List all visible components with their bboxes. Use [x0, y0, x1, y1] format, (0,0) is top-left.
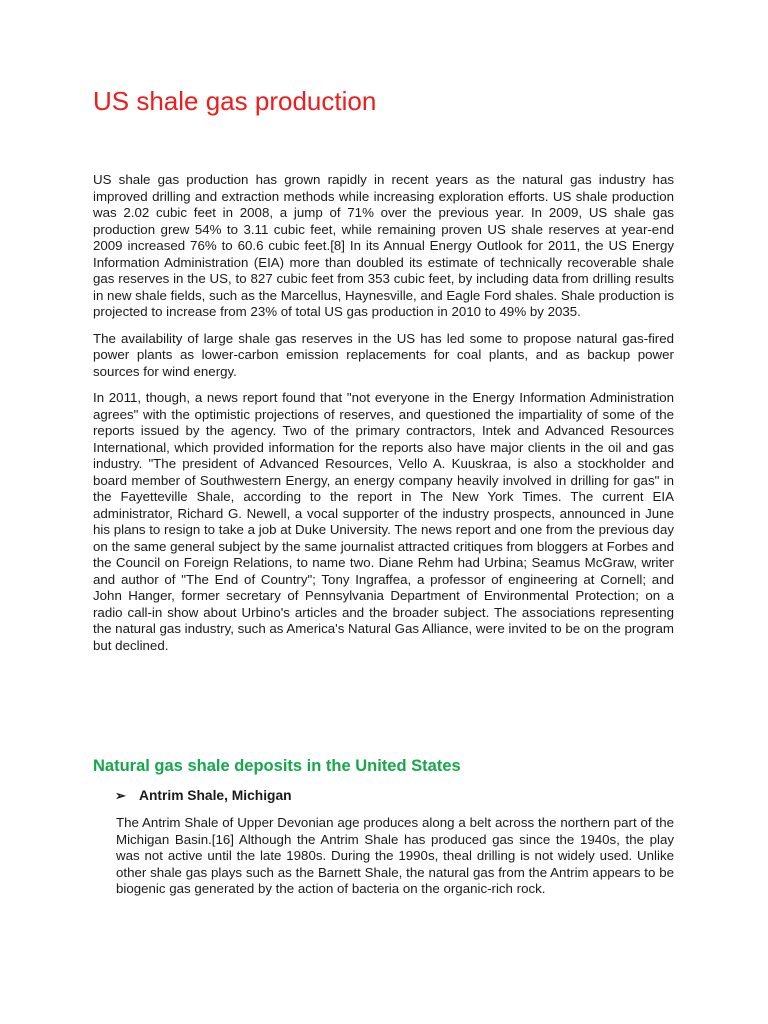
paragraph-antrim-shale: The Antrim Shale of Upper Devonian age produces along a belt across the northern part of the Michigan Basin.[16] Although the Antrim Shale has produced gas since the 1940s, the play was not active until the late 1980s. During the 1990s, theal drilling is not widely used. Unlike other shale gas plays such as the Barnett Shale, the natural gas from the Antrim appears to be biogenic gas generated by the action of bacteria on the organic-rich rock.: [116, 815, 674, 896]
paragraph-news-report: In 2011, though, a news report found that "not everyone in the Energy Information Administration agrees" with the optimistic projections of reserves, and questioned the impartiality of some of the reports issued by the agency. Two of the primary contractors, Intek and Advanced Resources International, which provided information for the reports also have major clients in the oil and gas industry. "The president of Advanced Resources, Vello A. Kuuskraa, is also a stockholder and board member of Southwestern Energy, an energy company heavily involved in drilling for gas" in the Fayetteville Shale, according to the report in The New York Times. The current EIA administrator, Richard G. Newell, a vocal supporter of the industry prospects, announced in June his plans to resign to take a job at Duke University. The news report and one from the previous day on the same general subject by the same journalist attracted critiques from bloggers at Forbes and the Council on Foreign Relations, to name two. Diane Rehm had Urbina; Seamus McGraw, writer and author of "The End of Country"; Tony Ingraffea, a professor of engineering at Cornell; and John Hanger, former secretary of Pennsylvania Department of Environmental Protection; on a radio call-in show about Urbino's articles and the broader subject. The associations representing the natural gas industry, such as America's Natural Gas Alliance, were invited to be on the program but declined.: [93, 390, 675, 653]
body-text: [93, 172, 674, 664]
section-heading: Natural gas shale deposits in the United States: [93, 757, 461, 775]
paragraph-shale-production: US shale gas production has grown rapidly in recent years as the natural gas industry has improved drilling and extraction methods while increasing exploration efforts. US shale production was 2.02 cubic feet in 2008, a jump of 71% over the previous year. In 2009, US shale gas production grew 54% to 3.11 cubic feet, while remaining proven US shale reserves at year-end 2009 increased 76% to 60.6 cubic feet.[8] In its Annual Energy Outlook for 2011, the US Energy Information Administration (EIA) more than doubled its estimate of technically recoverable shale gas reserves in the US, to 827 cubic feet from 353 cubic feet, by including data from drilling results in new shale fields, such as the Marcellus, Haynesville, and Eagle Ford shales. Shale production is projected to increase from 23% of total US gas production in 2010 to 49% by 2035.: [93, 172, 674, 319]
paragraph-power-plants: The availability of large shale gas reserves in the US has led some to propose natural gas-fired power plants as lower-carbon emission replacements for coal plants, and as backup power sources for wind energy.: [93, 330, 674, 379]
bullet-title: Antrim Shale, Michigan: [139, 788, 292, 803]
arrow-bullet-icon: ➢: [115, 788, 126, 803]
bullet-item-antrim-shale: [115, 788, 292, 804]
document-title: US shale gas production: [93, 86, 377, 116]
